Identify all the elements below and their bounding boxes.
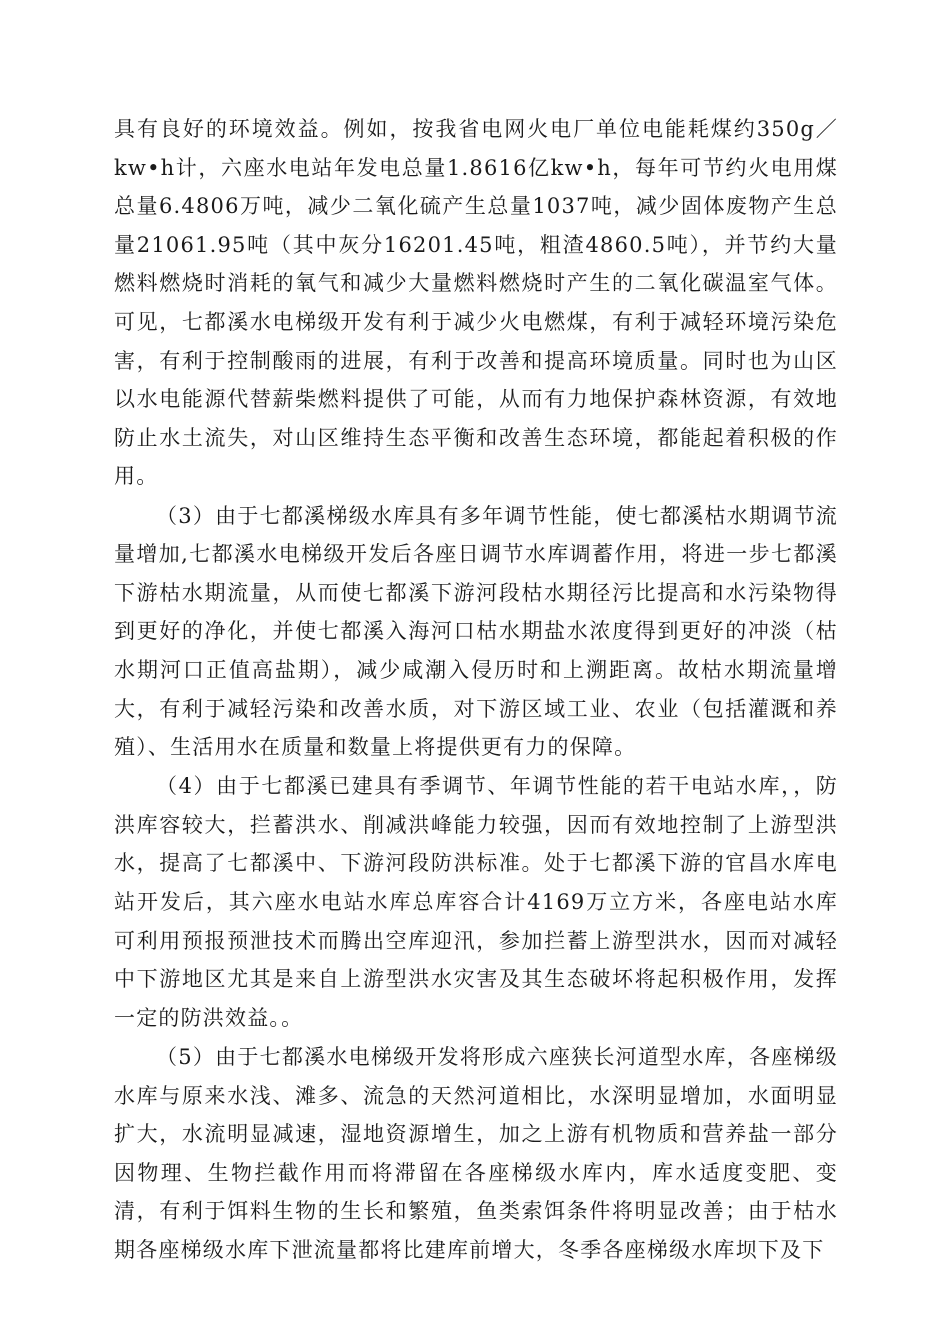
- paragraph-environmental-benefit: 具有良好的环境效益。例如，按我省电网火电厂单位电能耗煤约350g／kw•h计，六座水电站年发电总量1.8616亿kw•h，每年可节约火电用煤总量6.4806万吨，减少二氧化硫产生总量1037吨，减少固体废物产生总量21061.95吨（其中灰分16201.45吨，粗渣4860.5吨），并节约大量燃料燃烧时消耗的氧气和减少大量燃料燃烧时产生的二氧化碳温室气体。可见，七都溪水电梯级开发有利于减少火电燃煤，有利于减轻环境污染危害，有利于控制酸雨的进展，有利于改善和提高环境质量。同时也为山区以水电能源代替薪柴燃料提供了可能，从而有力地保护森林资源，有效地防止水土流失，对山区维持生态平衡和改善生态环境，都能起着积极的作用。: [114, 117, 838, 489]
- paragraph-item-3: （3）由于七都溪梯级水库具有多年调节性能，使七都溪枯水期调节流量增加,七都溪水电梯级开发后各座日调节水库调蓄作用，将进一步七都溪下游枯水期流量，从而使七都溪下游河段枯水期径污比提高和水污染物得到更好的净化，并使七都溪入海河口枯水期盐水浓度得到更好的冲淡（枯水期河口正值高盐期），减少咸潮入侵历时和上溯距离。故枯水期流量增大，有利于减轻污染和改善水质，对下游区域工业、农业（包括灌溉和养殖）、生活用水在质量和数量上将提供更有力的保障。: [114, 503, 838, 760]
- paragraph-item-4: （4）由于七都溪已建具有季调节、年调节性能的若干电站水库，，防洪库容较大，拦蓄洪水、削减洪峰能力较强，因而有效地控制了上游型洪水，提高了七都溪中、下游河段防洪标准。处于七都溪下游的官昌水库电站开发后，其六座水电站水库总库容合计4169万立方米，各座电站水库可利用预报预泄技术而腾出空库迎汛，参加拦蓄上游型洪水，因而对减轻中下游地区尤其是来自上游型洪水灾害及其生态破坏将起积极作用，发挥一定的防洪效益。。: [114, 774, 838, 1030]
- paragraph-item-5: （5）由于七都溪水电梯级开发将形成六座狭长河道型水库，各座梯级水库与原来水浅、滩多、流急的天然河道相比，水深明显增加，水面明显扩大，水流明显减速，湿地资源增生，加之上游有机物质和营养盐一部分因物理、生物拦截作用而将滞留在各座梯级水库内，库水适度变肥、变清，有利于饵料生物的生长和繁殖，鱼类索饵条件将明显改善；由于枯水期各座梯级水库下泄流量都将比建库前增大，冬季各座梯级水库坝下及下: [114, 1045, 838, 1262]
- body-text: [114, 110, 838, 1270]
